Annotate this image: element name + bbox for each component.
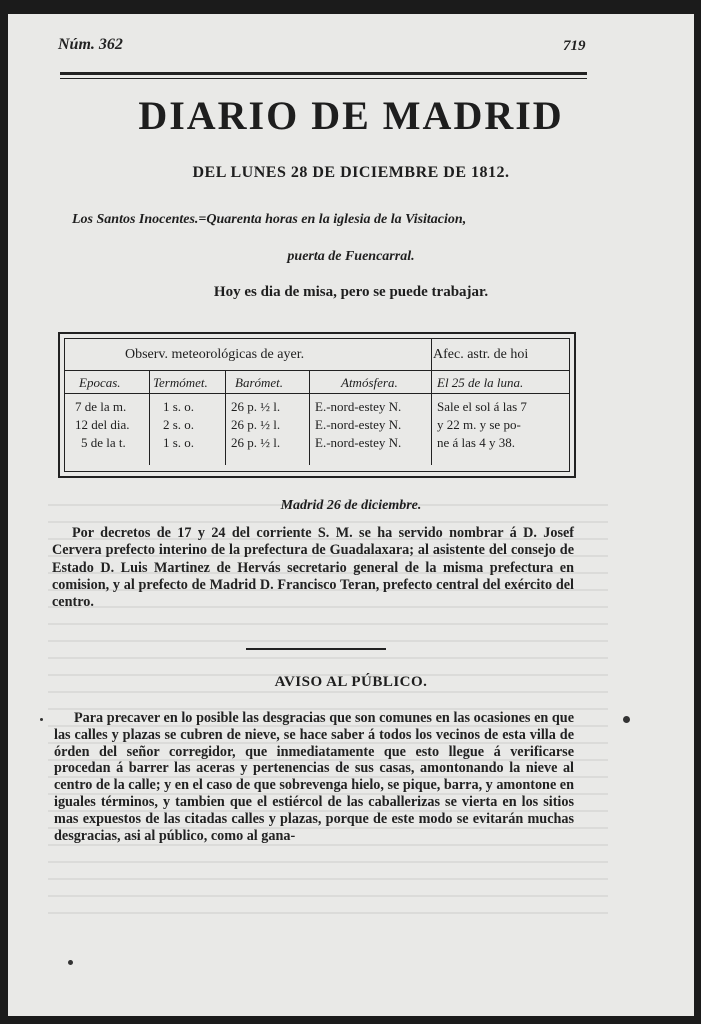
astro-line: y 22 m. y se po- <box>437 417 521 432</box>
row-epoca: 7 de la m. <box>75 399 127 414</box>
table-rule-1 <box>65 370 569 371</box>
issue-date: DEL LUNES 28 DE DICIEMBRE DE 1812. <box>192 164 510 181</box>
issue-number: Núm. 362 <box>58 36 123 53</box>
table-col-divider <box>431 339 432 465</box>
section-divider <box>246 648 386 650</box>
masthead-title: DIARIO DE MADRID <box>138 93 564 138</box>
saints-location: puerta de Fuencarral. <box>287 249 415 264</box>
mass-note: Hoy es dia de misa, pero se puede trabajar. <box>213 284 489 300</box>
row-epoca: 12 del dia. <box>75 417 130 432</box>
news-dateline: Madrid 26 de diciembre. <box>280 498 422 513</box>
ink-speck <box>623 716 630 723</box>
row-term: 1 s. o. <box>163 435 195 450</box>
row-atm: E.-nord-estey N. <box>315 417 402 432</box>
row-barom: 26 p. ½ l. <box>231 435 281 450</box>
news-body: Por decretos de 17 y 24 del corriente S. M. se ha servido nombrar á D. Josef Cervera prefecto interino de la prefectura de Guadalaxara; al asistente del consejo de Estado D. Luis Martinez de Hervás secretario general de la misma prefectura en comision, y al prefecto de Madrid D. Francisco Teran, prefecto central del exército del centro. <box>52 525 574 611</box>
newspaper-page <box>8 14 694 1016</box>
ink-speck <box>68 960 73 965</box>
row-atm: E.-nord-estey N. <box>315 435 402 450</box>
table-col-divider <box>149 370 150 465</box>
row-barom: 26 p. ½ l. <box>231 417 281 432</box>
col-head-luna: El 25 de la luna. <box>437 375 524 390</box>
row-atm: E.-nord-estey N. <box>315 399 402 414</box>
header-rule-thin <box>60 78 587 79</box>
col-head-termometro: Termómet. <box>153 375 208 390</box>
table-col-divider <box>225 370 226 465</box>
col-head-barometro: Barómet. <box>235 375 284 390</box>
col-head-atmosfera: Atmósfera. <box>341 375 398 390</box>
row-term: 1 s. o. <box>163 399 195 414</box>
saints-line: Los Santos Inocentes.=Quarenta horas en la iglesia de la Visitacion, <box>72 212 467 227</box>
astro-line: ne á las 4 y 38. <box>437 435 515 450</box>
table-col-divider <box>309 370 310 465</box>
header-rule-thick <box>60 72 587 75</box>
page-number: 719 <box>563 38 586 54</box>
col-head-epocas: Epocas. <box>79 375 121 390</box>
row-barom: 26 p. ½ l. <box>231 399 281 414</box>
weather-table <box>58 332 576 478</box>
row-epoca: 5 de la t. <box>81 435 126 450</box>
notice-body: Para precaver en lo posible las desgracias que son comunes en las ocasiones en que las calles y plazas se cubren de nieve, se hace saber á todos los vecinos de esta villa de órden del señor corregidor, que inmediatamente que esto llegue á verificarse procedan á barrer las aceras y pertenencias de sus casas, amontonando la nieve al centro de la calle; y en el caso de que sobrevenga hielo, se pique, barra, y amontone en iguales términos, y tambien que el estiércol de las caballerizas se vierta en los sitios mas expuestos de las citadas calles y plazas, porque de este modo se evitarán muchas desgracias, asi al público, como al gana- <box>54 710 574 844</box>
row-term: 2 s. o. <box>163 417 195 432</box>
ink-speck <box>40 718 43 721</box>
weather-table-inner <box>64 338 570 472</box>
notice-heading: AVISO AL PÚBLICO. <box>274 674 428 690</box>
weather-title: Observ. meteorológicas de ayer. <box>125 347 305 362</box>
astro-title: Afec. astr. de hoi <box>433 347 529 362</box>
astro-line: Sale el sol á las 7 <box>437 399 527 414</box>
table-rule-2 <box>65 393 569 394</box>
